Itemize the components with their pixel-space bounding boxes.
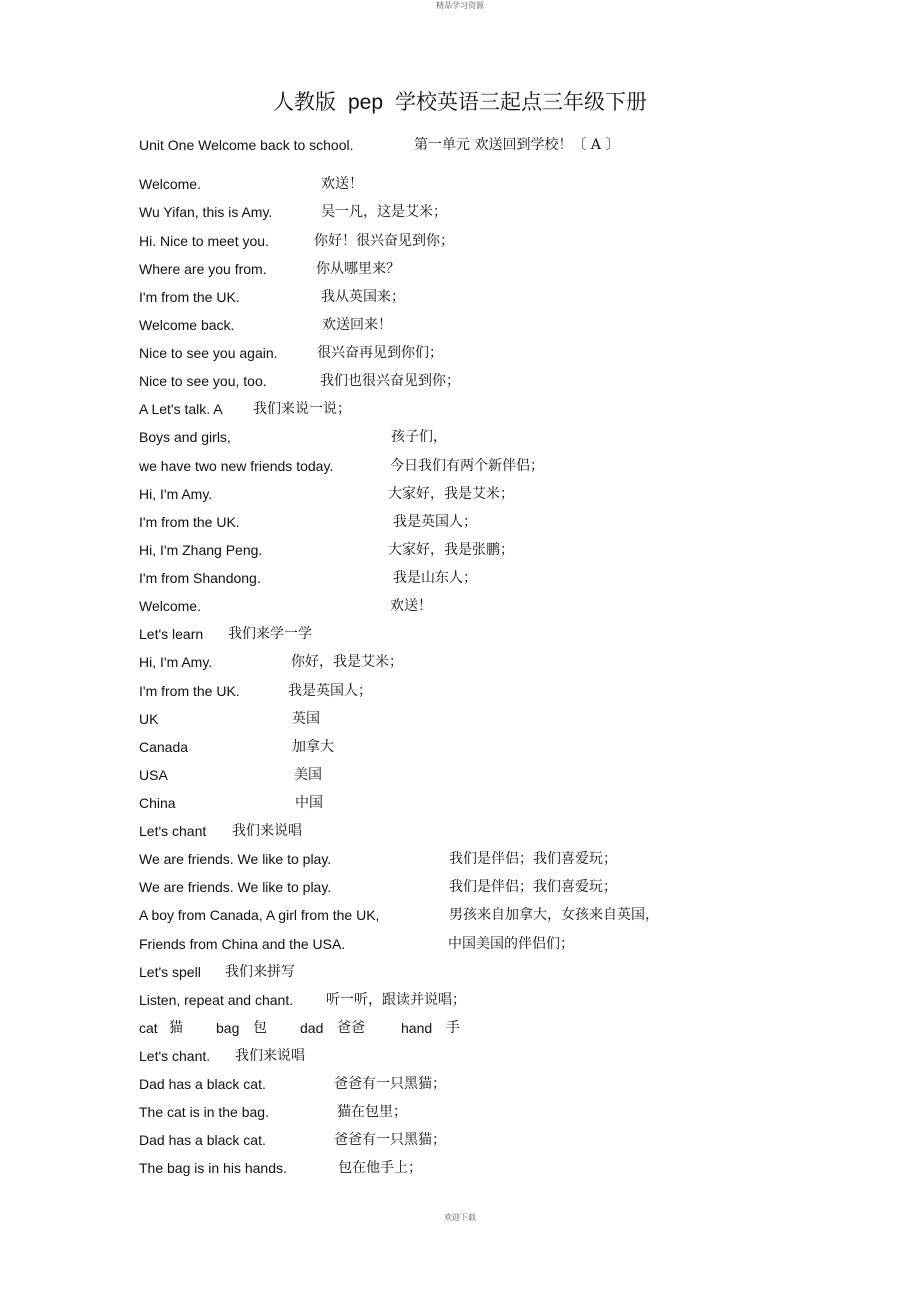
line-zh: 听一听，跟读并说唱； — [326, 992, 466, 1008]
line-zh: 包在他手上； — [338, 1160, 422, 1176]
line-zh: 男孩来自加拿大，女孩来自英国， — [449, 907, 659, 923]
line-zh: 我是英国人； — [393, 514, 477, 530]
line-en: We are friends. We like to play. — [139, 879, 332, 895]
section-heading-en: Let's spell — [139, 964, 201, 980]
line-zh: 大家好，我是艾米； — [388, 486, 514, 502]
vocab-row-en: dad — [300, 1020, 324, 1036]
line-zh: 我是英国人； — [288, 683, 372, 699]
section-heading-zh: 我们来说一说； — [253, 401, 351, 417]
line-zh: 很兴奋再见到你们； — [317, 345, 443, 361]
line-en: Dad has a black cat. — [139, 1132, 266, 1148]
line-en: I'm from the UK. — [139, 289, 240, 305]
line-en: The bag is in his hands. — [139, 1160, 287, 1176]
section-heading-zh: 我们来说唱 — [235, 1048, 305, 1064]
vocab-row-zh: 手 — [446, 1020, 460, 1036]
section-heading-zh: 我们来学一学 — [228, 626, 312, 642]
vocab-zh: 加拿大 — [292, 739, 334, 755]
line-zh: 欢送！ — [390, 598, 432, 614]
line-zh: 欢送！ — [321, 176, 363, 192]
line-zh: 我们也很兴奋见到你； — [320, 373, 460, 389]
vocab-row-en: hand — [401, 1020, 433, 1036]
line-zh: 我是山东人； — [393, 570, 477, 586]
line-zh: 孩子们， — [391, 429, 447, 445]
section-heading-en: Let's learn — [139, 626, 204, 642]
line-zh: 欢送回来！ — [322, 317, 392, 333]
line-zh: 中国美国的伴侣们； — [448, 936, 574, 952]
vocab-zh: 中国 — [295, 795, 323, 811]
line-en: Welcome back. — [139, 317, 235, 333]
line-en: I'm from Shandong. — [139, 570, 261, 586]
line-en: Friends from China and the USA. — [139, 936, 346, 952]
line-en: A boy from Canada, A girl from the UK, — [139, 907, 380, 923]
line-en: We are friends. We like to play. — [139, 851, 332, 867]
section-heading-zh: 我们来说唱 — [232, 823, 302, 839]
line-zh: 你从哪里来？ — [316, 261, 400, 277]
line-en: Hi. Nice to meet you. — [139, 233, 269, 249]
line-zh: 猫在包里； — [337, 1104, 407, 1120]
section-heading-en: Let's chant. — [139, 1048, 211, 1064]
vocab-en: China — [139, 795, 176, 811]
line-zh: 吴一凡，这是艾米； — [321, 204, 447, 220]
line-en: Hi, I'm Amy. — [139, 486, 213, 502]
vocab-row-zh: 爸爸 — [337, 1020, 365, 1036]
line-en: Listen, repeat and chant. — [139, 992, 294, 1008]
line-zh: 你好，我是艾米； — [291, 654, 403, 670]
line-zh: 你好！很兴奋见到你； — [314, 233, 454, 249]
line-en: Nice to see you, too. — [139, 373, 267, 389]
line-en: Welcome. — [139, 176, 201, 192]
vocab-row-en: cat — [139, 1020, 158, 1036]
vocab-row-zh: 猫 — [169, 1020, 183, 1036]
header-note: 精品学习资源 — [436, 1, 484, 10]
line-en: I'm from the UK. — [139, 514, 240, 530]
vocab-en: Canada — [139, 739, 189, 755]
line-en: Wu Yifan, this is Amy. — [139, 204, 273, 220]
line-en: Hi, I'm Amy. — [139, 654, 213, 670]
unit-heading-en: Unit One Welcome back to school. — [139, 137, 354, 153]
section-heading-en: A Let's talk. A — [139, 401, 223, 417]
line-en: Hi, I'm Zhang Peng. — [139, 542, 263, 558]
section-heading-zh: 我们来拼写 — [225, 964, 295, 980]
vocab-row-en: bag — [216, 1020, 240, 1036]
line-zh: 我们是伴侣；我们喜爱玩； — [449, 851, 617, 867]
vocab-row-zh: 包 — [253, 1020, 267, 1036]
line-zh: 今日我们有两个新伴侣； — [390, 458, 544, 474]
section-heading-en: Let's chant — [139, 823, 207, 839]
line-zh: 大家好，我是张鹏； — [388, 542, 514, 558]
line-en: Where are you from. — [139, 261, 267, 277]
line-en: Boys and girls, — [139, 429, 231, 445]
line-en: Welcome. — [139, 598, 201, 614]
footer-note: 欢迎下载 — [444, 1213, 476, 1222]
line-zh: 我们是伴侣；我们喜爱玩； — [449, 879, 617, 895]
vocab-en: UK — [139, 711, 159, 727]
title-part3: 学校英语三起点三年级下册 — [395, 90, 648, 114]
line-zh: 爸爸有一只黑猫； — [334, 1132, 446, 1148]
line-en: Nice to see you again. — [139, 345, 278, 361]
line-en: The cat is in the bag. — [139, 1104, 269, 1120]
line-en: Dad has a black cat. — [139, 1076, 266, 1092]
vocab-en: USA — [139, 767, 168, 783]
title-part2: pep — [347, 91, 384, 114]
line-en: we have two new friends today. — [139, 458, 334, 474]
title-part1: 人教版 — [272, 90, 336, 114]
line-zh: 爸爸有一只黑猫； — [334, 1076, 446, 1092]
vocab-zh: 英国 — [292, 711, 320, 727]
line-en: I'm from the UK. — [139, 683, 240, 699]
page-title — [0, 86, 920, 116]
vocab-zh: 美国 — [294, 767, 322, 783]
unit-heading-zh: 第一单元 欢送回到学校！〔 A 〕 — [414, 137, 620, 153]
line-zh: 我从英国来； — [321, 289, 405, 305]
